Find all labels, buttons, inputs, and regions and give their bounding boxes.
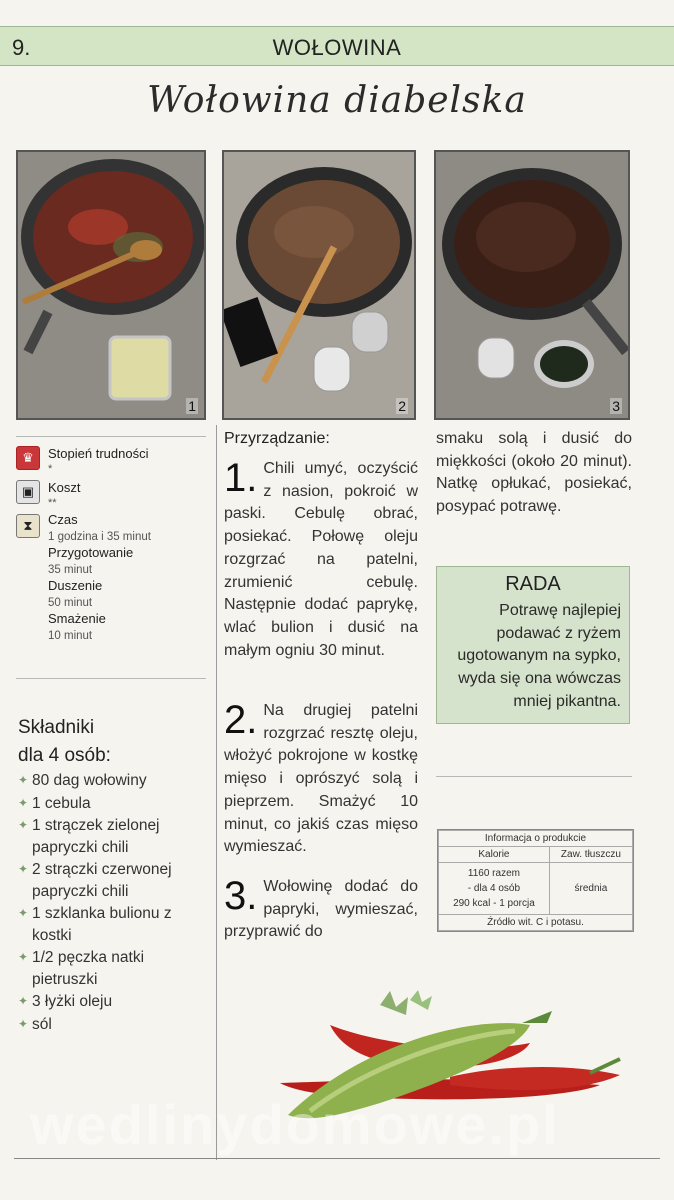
step-text: Na drugiej patelni rozgrzać resztę oleju, włożyć pokrojone w kostkę mięso i oprószyć solą i pieprzem. Smażyć 10 minut, co jakiś czas mięso wymieszać. xyxy=(224,702,418,856)
step-3 xyxy=(224,876,418,944)
list-item xyxy=(18,903,203,946)
calories-persons: - dla 4 osób xyxy=(467,883,521,894)
list-item xyxy=(18,991,203,1013)
step-number: 3. xyxy=(224,874,258,918)
ingredient-text: 80 dag wołowiny xyxy=(32,772,147,789)
list-item xyxy=(18,770,203,792)
section-title: WOŁOWINA xyxy=(272,35,402,60)
ingredient-text: sól xyxy=(32,1015,52,1033)
info-col-fat: Zaw. tłuszczu xyxy=(549,847,632,863)
footer-rule xyxy=(14,1158,660,1159)
bullet-icon: ✦ xyxy=(18,994,29,1008)
info-col-calories: Kalorie xyxy=(439,847,550,863)
info-title: Informacja o produkcie xyxy=(439,831,633,847)
ingredient-text: 1 strączek zielonej papryczki chili xyxy=(32,817,160,856)
preparation-title: Przyrządzanie: xyxy=(224,430,330,447)
info-source: Źródło wit. C i potasu. xyxy=(439,915,633,931)
time-details xyxy=(48,512,151,644)
bullet-icon: ✦ xyxy=(18,818,29,832)
step-photo-2 xyxy=(222,150,416,420)
fry-value: 10 minut xyxy=(48,629,93,642)
calories-cell xyxy=(439,863,550,915)
divider xyxy=(16,436,206,437)
ingredients-list xyxy=(18,770,203,1036)
list-item xyxy=(18,1014,203,1036)
preparation-continuation: smaku solą i dusić do miękkości (około 20 minut). Natkę opłukać, posiekać, posypać potrawę. xyxy=(436,430,632,516)
fry-label: Smażenie xyxy=(48,611,106,626)
list-item xyxy=(18,815,203,858)
chapter-number: 9. xyxy=(12,35,31,60)
prep-value: 35 minut xyxy=(48,563,93,576)
cash-register-icon: ▣ xyxy=(16,480,40,504)
column-divider xyxy=(216,425,217,1160)
bullet-icon: ✦ xyxy=(18,950,29,964)
bullet-icon: ✦ xyxy=(18,1016,29,1031)
chef-hat-icon: ♛ xyxy=(16,446,40,470)
time-value: 1 godzina i 35 minut xyxy=(48,530,151,543)
ingredient-text: 1 cebula xyxy=(32,794,91,812)
pan-with-stew-image xyxy=(436,152,628,418)
prep-label: Przygotowanie xyxy=(48,545,134,560)
calories-portion: 290 kcal - 1 porcja xyxy=(453,898,535,909)
fat-cell: średnia xyxy=(549,863,632,915)
step-text: Chili umyć, oczyścić z nasion, pokroić w paski. Cebulę obrać, posiekać. Połowę oleju rozgrzać na patelni, zrumienić cebulę. Następnie dodać paprykę, wlać bulion i dusić na małym ogniu 30 minut. xyxy=(224,460,418,659)
ingredients-subtitle: dla 4 osób: xyxy=(18,745,111,766)
step-photo-1 xyxy=(16,150,206,420)
bullet-icon: ✦ xyxy=(18,906,29,920)
divider xyxy=(436,776,632,777)
step-text: Wołowinę dodać do papryki, wymieszać, przyprawić do xyxy=(224,878,418,941)
chapter-header xyxy=(0,26,674,66)
step-photo-number: 2 xyxy=(398,398,406,414)
step-photo-number: 3 xyxy=(612,398,620,414)
step-1 xyxy=(224,458,418,662)
step-photo-3 xyxy=(434,150,630,420)
pan-with-peppers-image xyxy=(18,152,204,418)
bullet-icon: ✦ xyxy=(18,862,29,876)
ingredients-title: Składniki xyxy=(18,717,95,738)
tip-box xyxy=(436,566,630,724)
list-item xyxy=(18,859,203,902)
tip-title: RADA xyxy=(505,573,561,595)
ingredient-text: 1 szklanka bulionu z kostki xyxy=(32,905,172,944)
stew-label: Duszenie xyxy=(48,578,103,593)
time-label: Czas xyxy=(48,512,78,527)
pan-with-beef-image xyxy=(224,152,414,418)
divider xyxy=(16,678,206,679)
list-item xyxy=(18,947,203,990)
calories-total: 1160 razem xyxy=(467,868,520,879)
hourglass-icon: ⧗ xyxy=(16,514,40,538)
bullet-icon: ✦ xyxy=(18,773,29,787)
ingredient-text: 2 strączki czerwonej papryczki chili xyxy=(32,861,172,900)
product-info-table xyxy=(437,829,634,932)
step-2 xyxy=(224,700,418,859)
preparation-heading xyxy=(224,430,419,448)
step-photo-number: 1 xyxy=(188,398,196,414)
ingredients-heading xyxy=(18,714,111,770)
cost-label: Koszt xyxy=(48,480,81,495)
bullet-icon: ✦ xyxy=(18,795,29,810)
ingredient-text: 1/2 pęczka natki pietruszki xyxy=(32,949,145,988)
watermark: wedlinydomowe.pl xyxy=(30,1093,560,1156)
ingredient-text: 3 łyżki oleju xyxy=(32,993,113,1010)
stew-value: 50 minut xyxy=(48,596,93,609)
difficulty-value: * xyxy=(48,463,53,475)
list-item xyxy=(18,793,203,815)
tip-text: Potrawę najlepiej podawać z ryżem ugotowanym na sypko, wyda się ona wówczas mniej pikantna. xyxy=(457,602,621,710)
recipe-title: Wołowina diabelska xyxy=(147,80,527,121)
step-number: 1. xyxy=(224,456,258,500)
step-number: 2. xyxy=(224,698,258,742)
difficulty-label: Stopień trudności xyxy=(48,446,149,461)
cost-value: ** xyxy=(48,497,57,509)
